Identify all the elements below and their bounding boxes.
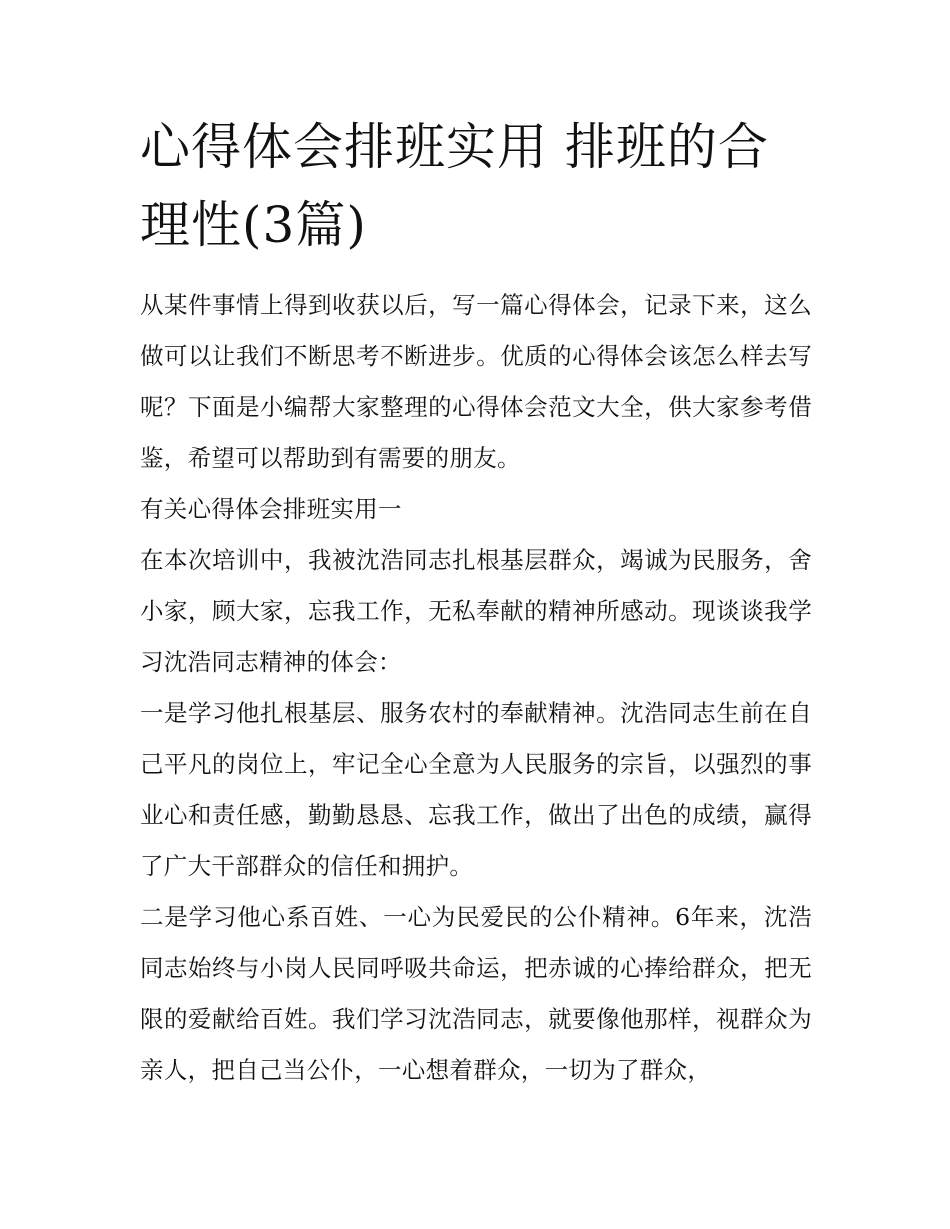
document-title: 心得体会排班实用 排班的合理性(3篇): [140, 118, 769, 254]
intro-paragraph: 从某件事情上得到收获以后，写一篇心得体会，记录下来，这么做可以让我们不断思考不断进步。优质的心得体会该怎么样去写呢？下面是小编帮大家整理的心得体会范文大全，供大家参考借鉴，希望可以帮助到有需要的朋友。: [140, 291, 812, 472]
body-paragraph-2: 一是学习他扎根基层、服务农村的奉献精神。沈浩同志生前在自己平凡的岗位上，牢记全心全意为人民服务的宗旨，以强烈的事业心和责任感，勤勤恳恳、忘我工作，做出了出色的成绩，赢得了广大干部群众的信任和拥护。: [140, 699, 812, 880]
body-paragraph-3: 二是学习他心系百姓、一心为民爱民的公仆精神。6年来，沈浩同志始终与小岗人民同呼吸共命运，把赤诚的心捧给群众，把无限的爱献给百姓。我们学习沈浩同志，就要像他那样，视群众为亲人，把自己当公仆，一心想着群众，一切为了群众，: [140, 903, 812, 1084]
section-heading: 有关心得体会排班实用一: [140, 495, 402, 523]
body-paragraph-1: 在本次培训中，我被沈浩同志扎根基层群众，竭诚为民服务，舍小家，顾大家，忘我工作，无私奉献的精神所感动。现谈谈我学习沈浩同志精神的体会：: [140, 546, 812, 676]
document-page: [140, 108, 812, 1096]
